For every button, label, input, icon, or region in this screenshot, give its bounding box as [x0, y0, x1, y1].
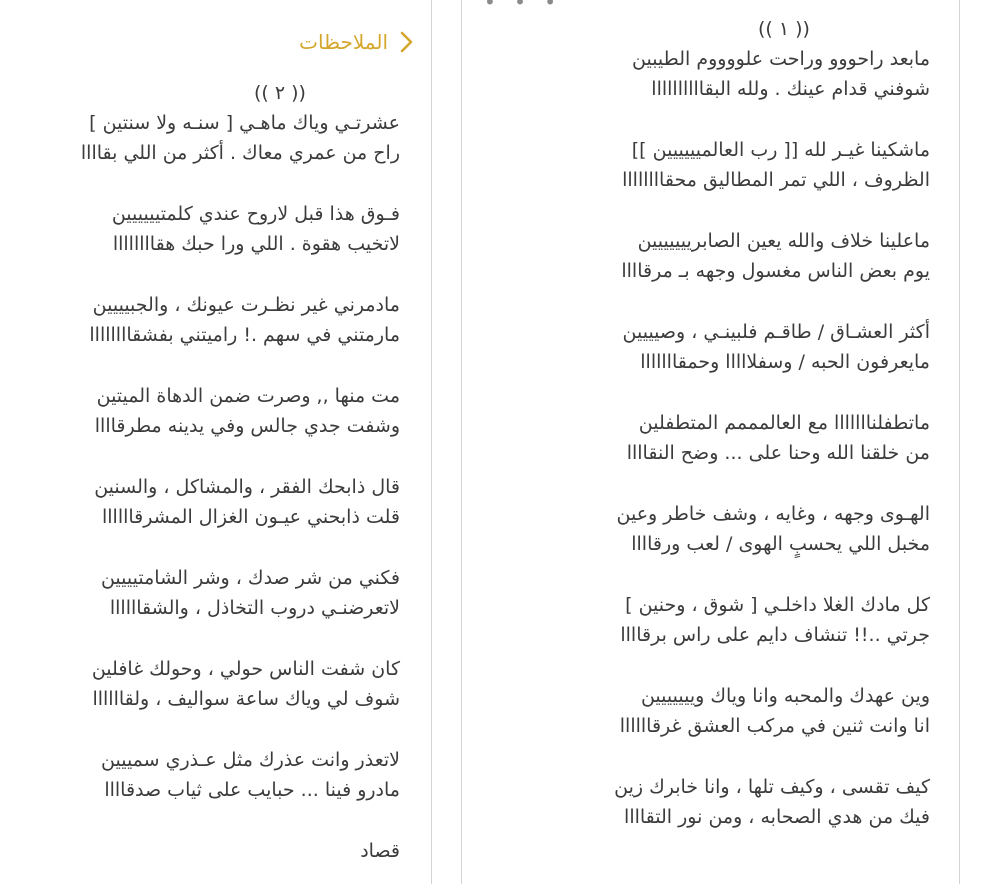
poem-number: (( ١ )) [758, 18, 810, 40]
more-dots-icon[interactable]: • • • [484, 0, 563, 14]
poem-line: عشرتـي وياك ماهـي [ سنـه ولا سنتين ] [89, 112, 400, 134]
poem-line: الهـوى وجهه ، وغايه ، وشف خاطر وعين [616, 503, 930, 525]
stanza [470, 408, 930, 468]
poem-line: كيف تقسى ، وكيف تلها ، وانا خابرك زين [614, 776, 930, 798]
poem-line: قصاد [360, 840, 400, 862]
stanza [470, 135, 930, 195]
poem-line: مايعرفون الحبه / وسفلااااا وحمقااااااا [640, 351, 930, 373]
poem-line: وين عهدك والمحبه وانا وياك وييييييين [640, 685, 930, 707]
poem-line: مادرو فينا ... حبايب على ثياب صدقاااا [104, 779, 400, 801]
poem-line: فيك من هدي الصحابه ، ومن نور التقاااا [624, 806, 930, 828]
poem-2 [20, 78, 400, 884]
stanza [470, 681, 930, 741]
poem-line: ماتطفلنااااااا مع العالمممم المتطفلين [638, 412, 930, 434]
poem-line: لاتعذر وانت عذرك مثل عـذري سمييين [101, 749, 400, 771]
poem-line: يوم بعض الناس مغسول وجهه بـ مرقاااا [621, 260, 930, 282]
chevron-right-icon [394, 30, 418, 54]
poem-line: ماعلينا خلاف والله يعين الصابرييييييين [637, 230, 930, 252]
notes-panel [0, 0, 432, 884]
stanza [20, 108, 400, 168]
poem-number: (( ٢ )) [254, 82, 306, 104]
poem-line: كان شفت الناس حولي ، وحولك غافلين [91, 658, 400, 680]
stanza [470, 317, 930, 377]
poem-line: راح من عمري معاك . أكثر من اللي بقاااا [80, 142, 400, 164]
stanza [20, 381, 400, 441]
poem-line: مابعد راحووو وراحت علووووم الطيبين [632, 48, 930, 70]
poem-line: مت منها ,, وصرت ضمن الدهاة الميتين [96, 385, 400, 407]
poem-line: انا وانت ثنين في مركب العشق غرقاااااا [619, 715, 930, 737]
stanza [470, 499, 930, 559]
poem-line: قال ذابحك الفقر ، والمشاكل ، والسنين [94, 476, 400, 498]
poem-line: مخبل اللي يحسبٍ الهوى / لعب ورقاااا [631, 533, 930, 555]
poem-line: ماشكينا غيـر لله [[ رب العالميييييين ]] [631, 139, 930, 161]
note-content-panel [462, 0, 960, 884]
stanza [20, 290, 400, 350]
poem-line: أكثر العشـاق / طاقـم فلبينـي ، وصيييين [622, 321, 930, 343]
stanza [470, 226, 930, 286]
poem-stanzas [20, 108, 400, 866]
stanza [20, 836, 400, 866]
stanza [20, 199, 400, 259]
poem-line: فـوق هذا قبل لاروح عندي كلمتيييييين [111, 203, 400, 225]
stanza [20, 563, 400, 623]
poem-line: قلت ذابحني عيـون الغزال المشرقاااااا [101, 506, 400, 528]
stanza [20, 745, 400, 805]
poem-1 [470, 14, 930, 863]
poem-line: كل مادك الغلا داخلـي [ شوق ، وحنين ] [625, 594, 930, 616]
poem-line: من خلقنا الله وحنا على ... وضح النقاااا [626, 442, 930, 464]
poem-line: مادمرني غير نظـرت عيونك ، والجبيييين [92, 294, 400, 316]
stanza [470, 590, 930, 650]
poem-line: لاتعرضنـي دروب التخاذل ، والشقاااااا [109, 597, 400, 619]
notes-header-label: الملاحظات [299, 30, 388, 54]
poem-line: شوف لي وياك ساعة سواليف ، ولقاااااا [92, 688, 400, 710]
stanza [470, 772, 930, 832]
poem-line: جرتي ..!! تنشاف دايم على راس برقاااا [620, 624, 930, 646]
stanza [20, 472, 400, 532]
stanza [470, 44, 930, 104]
poem-line: مارمتني في سهم .! راميتني بفشقاااااااا [89, 324, 400, 346]
poem-line: الظروف ، اللي تمر المطاليق محقاااااااا [622, 169, 930, 191]
notes-back-button[interactable] [299, 30, 418, 54]
poem-stanzas [470, 44, 930, 832]
stanza [20, 654, 400, 714]
poem-line: وشفت جدي جالس وفي يدينه مطرقاااا [94, 415, 400, 437]
column-divider [431, 0, 432, 884]
poem-line: شوفني قدام عينك . ولله البقاااااااااا [651, 78, 930, 100]
poem-line: لاتخيب هقوة . اللي ورا حبك هقاااااااا [112, 233, 400, 255]
poem-line: فكني من شر صدك ، وشر الشامتيييين [100, 567, 400, 589]
